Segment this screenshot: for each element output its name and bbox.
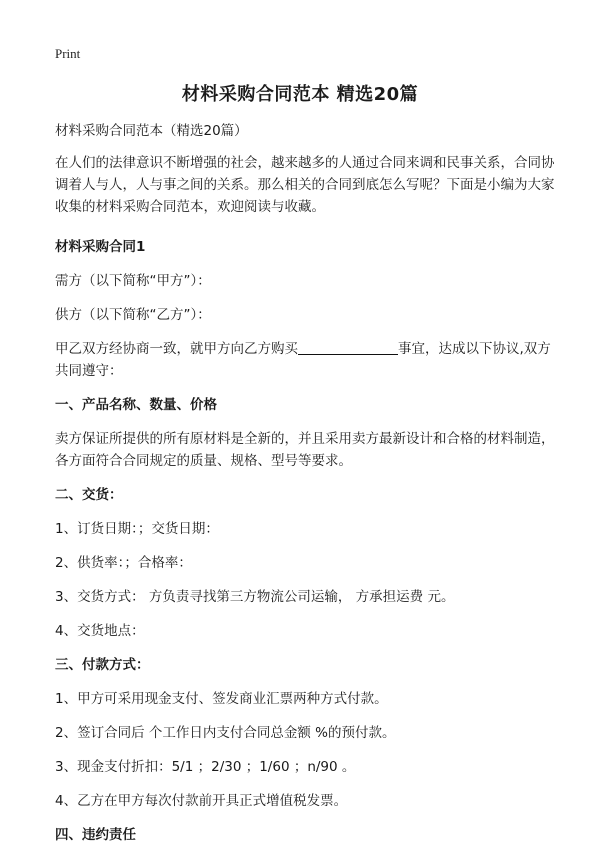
section-4-heading: 四、违约责任 [55, 827, 136, 843]
agreement-text-after: 事宜，达成以下协议,双方共同遵守： [55, 341, 551, 379]
section-3-item-4: 4、乙方在甲方每次付款前开具正式增值税发票。 [55, 793, 348, 809]
section-3-item-3: 3、现金支付折扣：5/1 ；2/30 ；1/60 ；n/90 。 [55, 759, 356, 775]
print-link[interactable]: Print [55, 46, 81, 61]
section-3-heading: 三、付款方式： [55, 657, 150, 673]
section-2-item-3: 3、交货方式： 方负责寻找第三方物流公司运输， 方承担运费 元。 [55, 589, 455, 605]
agreement-paragraph [55, 338, 555, 382]
agreement-text-before: 甲乙双方经协商一致，就甲方向乙方购买 [55, 341, 298, 357]
seller-line: 供方（以下简称“乙方”）： [55, 307, 211, 323]
intro-paragraph: 在人们的法律意识不断增强的社会，越来越多的人通过合同来调和民事关系，合同协调着人与人，人与事之间的关系。那么相关的合同到底怎么写呢？下面是小编为大家收集的材料采购合同范本，欢迎阅读与收藏。 [55, 155, 555, 215]
section-2-item-1: 1、订货日期：；交货日期： [55, 521, 219, 537]
section-2-item-4: 4、交货地点： [55, 623, 145, 639]
section-3-item-2: 2、签订合同后 个工作日内支付合同总金额 %的预付款。 [55, 725, 396, 741]
section-1-heading: 一、产品名称、数量、价格 [55, 397, 217, 413]
document-title: 材料采购合同范本 精选20篇 [181, 84, 419, 105]
goods-blank-line [298, 340, 398, 355]
contract-heading: 材料采购合同1 [55, 239, 146, 255]
document-body [55, 120, 555, 846]
section-2-heading: 二、交货： [55, 487, 123, 503]
section-3-item-1: 1、甲方可采用现金支付、签发商业汇票两种方式付款。 [55, 691, 388, 707]
section-2-item-2: 2、供货率：；合格率： [55, 555, 192, 571]
buyer-line: 需方（以下简称“甲方”）： [55, 273, 211, 289]
section-1-text: 卖方保证所提供的所有原材料是全新的，并且采用卖方最新设计和合格的材料制造，各方面符合合同规定的质量、规格、型号等要求。 [55, 431, 555, 469]
subtitle: 材料采购合同范本（精选20篇） [55, 123, 248, 139]
